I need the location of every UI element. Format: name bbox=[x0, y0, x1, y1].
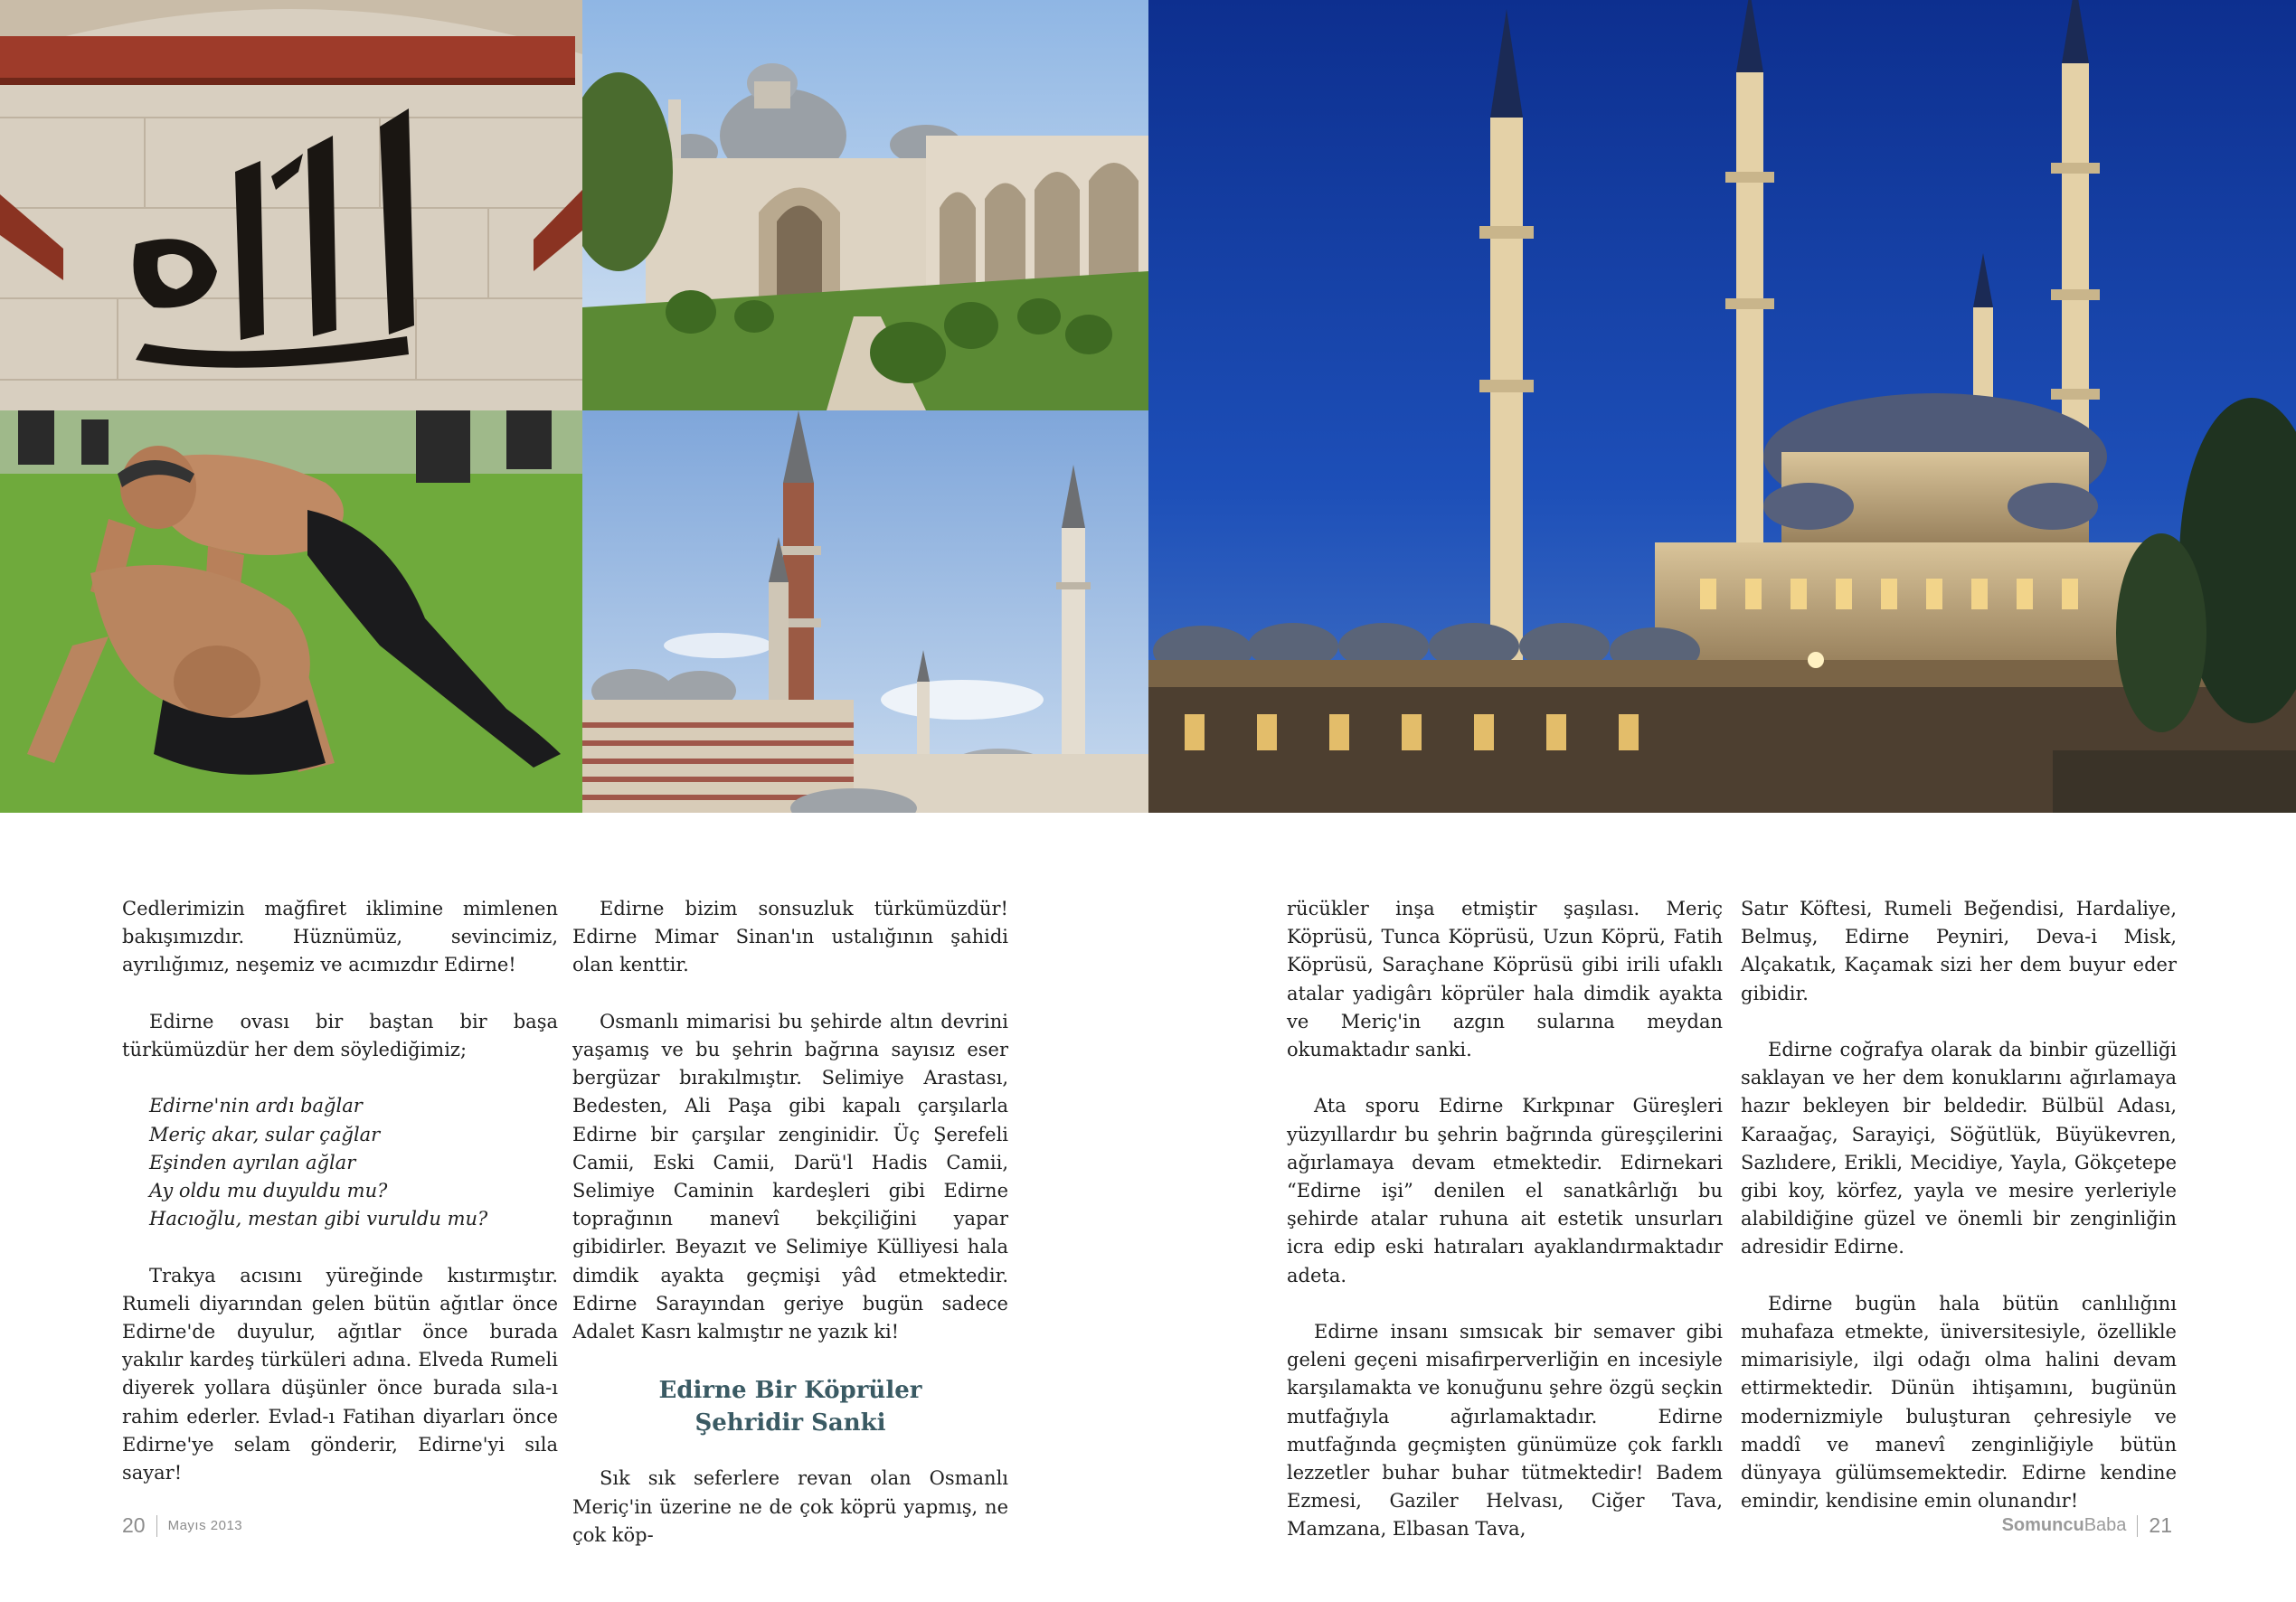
calligraphy-photo bbox=[0, 0, 582, 410]
paragraph: Edirne insanı sımsıcak bir semaver gibi geleni geçeni misafirperverliğin en incesiyle karşılamakta ve konuğunu şehre özgü seçkin mutfağıyla ağırlamaktadır. Edirne mutfağında geçmişten günümüze çok farklı lezzetler buhar buhar tütmektedir! Badem Ezmesi, Gaziler Helvası, Ciğer Tava, Mamzana, Elbasan Tava, bbox=[1287, 1321, 1723, 1541]
footer-divider bbox=[156, 1515, 157, 1537]
verse-line: Hacıoğlu, mestan gibi vuruldu mu? bbox=[149, 1208, 488, 1230]
paragraph: Edirne ovası bir baştan bir başa türkümüzdür her dem söylediğimiz; bbox=[122, 1010, 558, 1060]
paragraph: Edirne bugün hala bütün canlılığını muhafaza etmekte, üniversitesiyle, özellikle mimarisiyle, ilgi odağı olma halini devam ettirmektedir. Dünün ihtişamını, bugünün modernizmiyle buluşturan çehresiyle ve maddî ve manevî zenginliğiyle bütün dünyaya gülümsemektedir. Edirne kendine emindir, kendisine emin olunandır! bbox=[1741, 1292, 2177, 1512]
verse-line: Eşinden ayrılan ağlar bbox=[149, 1151, 356, 1173]
text-column-4 bbox=[1741, 895, 2177, 1544]
paragraph: Trakya acısını yüreğinde kıstırmıştır. Rumeli diyarından gelen bütün ağıtlar önce Edirne'de duyulur, ağıtlar önce burada yakılır kardeş türküleri adına. Elveda Rumeli diyerek yollara düşünler önce burada sıla-ı rahim ederler. Evlad-ı Fatihan diyarları önce Edirne'ye selam gönderir, Edirne'yi sıla sayar! bbox=[122, 1264, 558, 1484]
left-page-footer bbox=[122, 1513, 242, 1538]
verse-line: Edirne'nin ardı bağlar bbox=[149, 1095, 363, 1117]
page-number: 20 bbox=[122, 1513, 146, 1537]
logo-part: Somuncu bbox=[2001, 1515, 2084, 1535]
paragraph: rücükler inşa etmiştir şaşılası. Meriç Köprüsü, Tunca Köprüsü, Uzun Köprü, Fatih Köprüsü, Saraçhane Köprüsü gibi irili ufaklı atalar yadigârı köprüler hala dimdik ayakta ve Meriç'in azgın sularına meydan okumaktadır sanki. bbox=[1287, 898, 1723, 1061]
right-page-footer bbox=[2002, 1513, 2172, 1538]
logo-part: Baba bbox=[2083, 1515, 2127, 1535]
folk-song-verse bbox=[149, 1092, 558, 1233]
paragraph: Satır Köftesi, Rumeli Beğendisi, Hardaliye, Belmuş, Edirne Peyniri, Deva-i Misk, Alçakatık, Kaçamak sizi her dem buyur eder gibidir. bbox=[1741, 898, 2177, 1004]
verse-line: Meriç akar, sular çağlar bbox=[149, 1123, 381, 1145]
paragraph: Osmanlı mimarisi bu şehirde altın devrini yaşamış ve bu şehrin bağrına sayısız eser bergüzar bırakılmıştır. Selimiye Arastası, Bedesten, Ali Paşa gibi kapalı çarşılarla Edirne bir çarşılar zenginidir. Üç Şerefeli Camii, Eski Camii, Darü'l Hadis Camii, Selimiye Caminin kardeşleri gibi Edirne toprağının manevî bekçiliğini yapar gibidirler. Beyazıt ve Selimiye Külliyesi hala dimdik ayakta geçmişi yâd etmektedir. Edirne Sarayından geriye bugün sadece Adalet Kasrı kalmıştır ne yazık ki! bbox=[572, 1010, 1008, 1343]
oil-wrestlers-photo bbox=[0, 410, 582, 813]
section-heading-line: Şehridir Sanki bbox=[694, 1409, 886, 1437]
verse-line: Ay oldu mu duyuldu mu? bbox=[149, 1180, 388, 1202]
paragraph: Edirne coğrafya olarak da binbir güzelliği saklayan ve her dem konuklarını ağırlamaya hazır bekleyen bir beldedir. Bülbül Adası, Karaağaç, Sarayiçi, Söğütlük, Büyükevren, Sazlıdere, Erikli, Mecidiye, Yayla, Gökçetepe gibi koy, körfez, yayla ve mesire yerleriyle alabildiğine güzel ve önemli bir zenginliğin adresidir Edirne. bbox=[1741, 1039, 2177, 1258]
text-column-1 bbox=[122, 895, 558, 1515]
mosque-courtyard-photo bbox=[582, 0, 1148, 410]
selimiye-mosque-night-photo bbox=[1148, 0, 2296, 813]
issue-date: Mayıs 2013 bbox=[167, 1518, 243, 1533]
page-number: 21 bbox=[2149, 1513, 2172, 1537]
section-heading-line: Edirne Bir Köprüler bbox=[658, 1377, 922, 1405]
text-column-3 bbox=[1287, 895, 1723, 1572]
section-heading bbox=[572, 1374, 1008, 1439]
paragraph: Ata sporu Edirne Kırkpınar Güreşleri yüzyıllardır bu şehrin bağrında güreşçilerini ağırlamaya devam etmektedir. Edirnekari “Edirne işi” denilen el sanatkârlığı bu şehirde atalar ruhuna ait estetik unsurları icra edip eski hatıraları ayaklandırmaktadır adeta. bbox=[1287, 1095, 1723, 1286]
paragraph: Edirne bizim sonsuzluk türkümüzdür! Edirne Mimar Sinan'ın ustalığının şahidi olan kenttir. bbox=[572, 898, 1008, 976]
magazine-logo bbox=[2002, 1515, 2127, 1536]
mosque-minarets-photo bbox=[582, 410, 1148, 813]
text-column-2 bbox=[572, 895, 1008, 1578]
footer-divider bbox=[2137, 1515, 2138, 1537]
paragraph: Cedlerimizin mağfiret iklimine mimlenen bakışımızdır. Hüznümüz, sevincimiz, ayrılığımız, neşemiz ve acımızdır Edirne! bbox=[122, 898, 558, 976]
paragraph: Sık sık seferlere revan olan Osmanlı Meriç'in üzerine ne de çok köprü yapmış, ne çok köp- bbox=[572, 1467, 1008, 1546]
